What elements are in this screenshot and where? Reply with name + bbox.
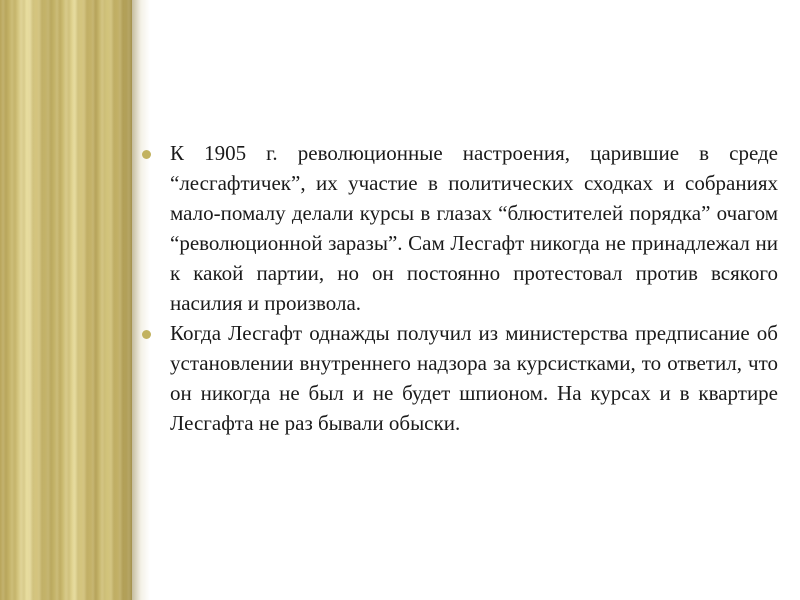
bullet-dot-icon	[142, 150, 151, 159]
bullet-item	[138, 138, 778, 318]
bullet-list	[138, 138, 778, 438]
bullet-text: К 1905 г. революционные настроения, царившие в среде “лесгафтичек”, их участие в политических сходках и собраниях мало-помалу делали курсы в глазах “блюстителей порядка” очагом “революционной заразы”. Сам Лесгафт никогда не принадлежал ни к какой партии, но он постоянно протестовал против всякого насилия и произвола.	[170, 141, 778, 315]
slide-content	[138, 138, 778, 438]
decorative-gold-band	[0, 0, 132, 600]
bullet-dot-icon	[142, 330, 151, 339]
bullet-text: Когда Лесгафт однажды получил из министерства предписание об установлении внутреннего надзора за курсистками, то ответил, что он никогда не был и не будет шпионом. На курсах и в квартире Лесгафта не раз бывали обыски.	[170, 321, 778, 435]
bullet-item	[138, 318, 778, 438]
